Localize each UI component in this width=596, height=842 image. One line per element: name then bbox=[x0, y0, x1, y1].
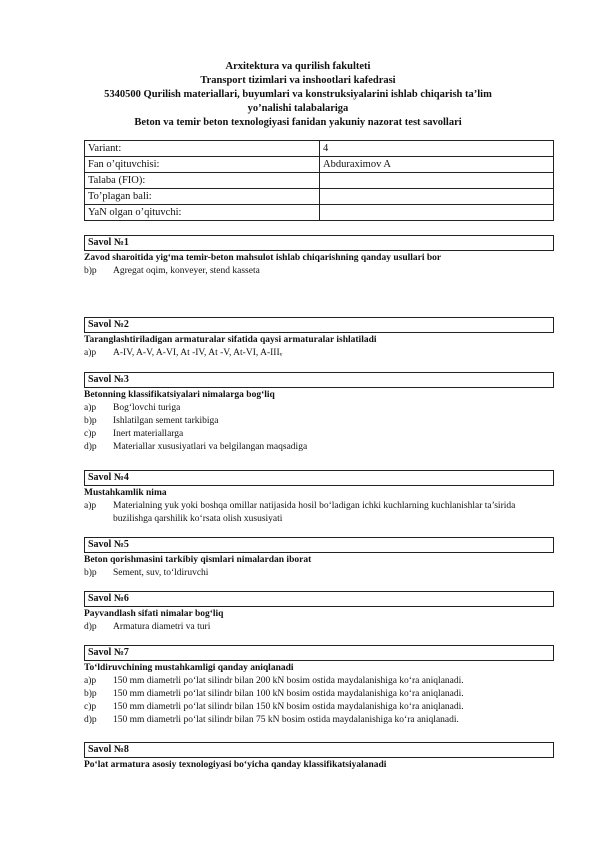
question-number: Savol №6 bbox=[84, 591, 554, 607]
question-number: Savol №8 bbox=[84, 742, 554, 758]
answer-key: b)p bbox=[84, 416, 97, 426]
answer-key: d)p bbox=[84, 442, 97, 452]
question-title: Taranglashtiriladigan armaturalar sifatida qaysi armaturalar ishlatiladi bbox=[84, 335, 377, 345]
answer-item bbox=[84, 402, 554, 415]
info-row-score bbox=[85, 189, 554, 205]
info-row-variant bbox=[85, 141, 554, 157]
answer-key: b)p bbox=[84, 266, 97, 276]
question-6 bbox=[84, 591, 554, 634]
answer-item bbox=[84, 688, 554, 701]
question-7 bbox=[84, 645, 554, 727]
department-title: Transport tizimlari va inshootlari kafedrasi bbox=[200, 75, 396, 86]
answer-key: a)p bbox=[84, 348, 97, 358]
program-title: 5340500 Qurilish materiallari, buyumlari va konstruksiyalarini ishlab chiqarish ta’lim bbox=[104, 89, 492, 100]
info-value bbox=[320, 189, 554, 205]
answer-text: Ishlatilgan sement tarkibiga bbox=[113, 416, 219, 426]
answer-item bbox=[84, 415, 554, 428]
question-number: Savol №5 bbox=[84, 537, 554, 553]
info-row-examiner bbox=[85, 205, 554, 221]
question-title: To‘ldiruvchining mustahkamligi qanday aniqlanadi bbox=[84, 663, 294, 673]
question-number: Savol №4 bbox=[84, 470, 554, 486]
info-label: Talaba (FIO): bbox=[85, 173, 320, 189]
question-number: Savol №2 bbox=[84, 317, 554, 333]
answer-text: 150 mm diametrli po‘lat silindr bilan 100 kN bosim ostida maydalanishiga ko‘ra aniqlanadi. bbox=[113, 689, 464, 699]
question-title: Po‘lat armatura asosiy texnologiyasi bo‘yicha qanday klassifikatsiyalanadi bbox=[84, 760, 387, 770]
answer-key: a)p bbox=[84, 501, 97, 511]
answer-text: 150 mm diametrli po‘lat silindr bilan 200 kN bosim ostida maydalanishiga ko‘ra aniqlanadi. bbox=[113, 676, 464, 686]
answer-text: Bog‘lovchi turiga bbox=[113, 403, 181, 413]
question-title: Mustahkamlik nima bbox=[84, 488, 167, 498]
question-title: Betonning klassifikatsiyalari nimalarga bog‘liq bbox=[84, 390, 275, 400]
info-row-student bbox=[85, 173, 554, 189]
test-title: Beton va temir beton texnologiyasi fanidan yakuniy nazorat test savollari bbox=[134, 117, 462, 128]
info-label: Variant: bbox=[85, 141, 320, 157]
answer-key: a)p bbox=[84, 403, 97, 413]
answer-key: a)p bbox=[84, 676, 97, 686]
question-number: Savol №7 bbox=[84, 645, 554, 661]
answer-item bbox=[84, 714, 554, 727]
answer-text: Sement, suv, to‘ldiruvchi bbox=[113, 568, 209, 578]
question-4 bbox=[84, 470, 554, 526]
answer-item bbox=[84, 428, 554, 441]
question-3 bbox=[84, 372, 554, 454]
question-number: Savol №3 bbox=[84, 372, 554, 388]
answer-item bbox=[84, 621, 554, 634]
info-value bbox=[320, 173, 554, 189]
question-title: Zavod sharoitida yig‘ma temir-beton mahsulot ishlab chiqarishning qanday usullari bor bbox=[84, 253, 442, 263]
faculty-title: Arxitektura va qurilish fakulteti bbox=[225, 61, 371, 72]
answer-item bbox=[84, 701, 554, 714]
info-value bbox=[320, 205, 554, 221]
answer-text: Agregat oqim, konveyer, stend kasseta bbox=[113, 266, 260, 276]
document-header bbox=[60, 60, 536, 130]
answer-key: c)p bbox=[84, 429, 97, 439]
answer-text: 150 mm diametrli po‘lat silindr bilan 150 kN bosim ostida maydalanishiga ko‘ra aniqlanadi. bbox=[113, 702, 464, 712]
answer-item bbox=[84, 500, 554, 526]
answer-item bbox=[84, 347, 554, 360]
info-row-teacher bbox=[85, 157, 554, 173]
answer-text: Materiallar xususiyatlari va belgilangan maqsadiga bbox=[113, 442, 308, 452]
answer-key: c)p bbox=[84, 702, 97, 712]
info-label: To’plagan bali: bbox=[85, 189, 320, 205]
info-value: Abduraximov A bbox=[320, 157, 554, 173]
student-info-table bbox=[84, 140, 554, 221]
answer-text: 150 mm diametrli po‘lat silindr bilan 75 kN bosim ostida maydalanishiga ko‘ra aniqlanadi. bbox=[113, 715, 459, 725]
answer-item bbox=[84, 675, 554, 688]
question-1 bbox=[84, 235, 554, 278]
answer-text: Inert materiallarga bbox=[113, 429, 184, 439]
answer-item bbox=[84, 265, 554, 278]
info-value: 4 bbox=[320, 141, 554, 157]
question-5 bbox=[84, 537, 554, 580]
answer-key: d)p bbox=[84, 622, 97, 632]
info-label: YaN olgan o’qituvchi: bbox=[85, 205, 320, 221]
question-2 bbox=[84, 317, 554, 360]
answer-text: Materialning yuk yoki boshqa omillar natijasida hosil bo‘ladigan ichki kuchlarning kuchlanishlar ta’sirida buzilishga qarshilik ko‘rsatа olish xususiyati bbox=[113, 501, 516, 524]
info-label: Fan o’qituvchisi: bbox=[85, 157, 320, 173]
answer-text: A-IV, A-V, A-VI, At -IV, At -V, At-VI, A-IIIᵥ bbox=[113, 348, 283, 358]
question-8 bbox=[84, 742, 554, 772]
question-title: Payvandlash sifati nimalar bog‘liq bbox=[84, 609, 224, 619]
answer-key: d)p bbox=[84, 715, 97, 725]
answer-text: Armatura diametri va turi bbox=[113, 622, 211, 632]
answer-key: b)p bbox=[84, 568, 97, 578]
answer-item bbox=[84, 567, 554, 580]
answer-key: b)p bbox=[84, 689, 97, 699]
question-title: Beton qorishmasini tarkibiy qismlari nimalardan iborat bbox=[84, 555, 312, 565]
program-title-cont: yo’nalishi talabalariga bbox=[247, 103, 349, 114]
answer-item bbox=[84, 441, 554, 454]
question-number: Savol №1 bbox=[84, 235, 554, 251]
